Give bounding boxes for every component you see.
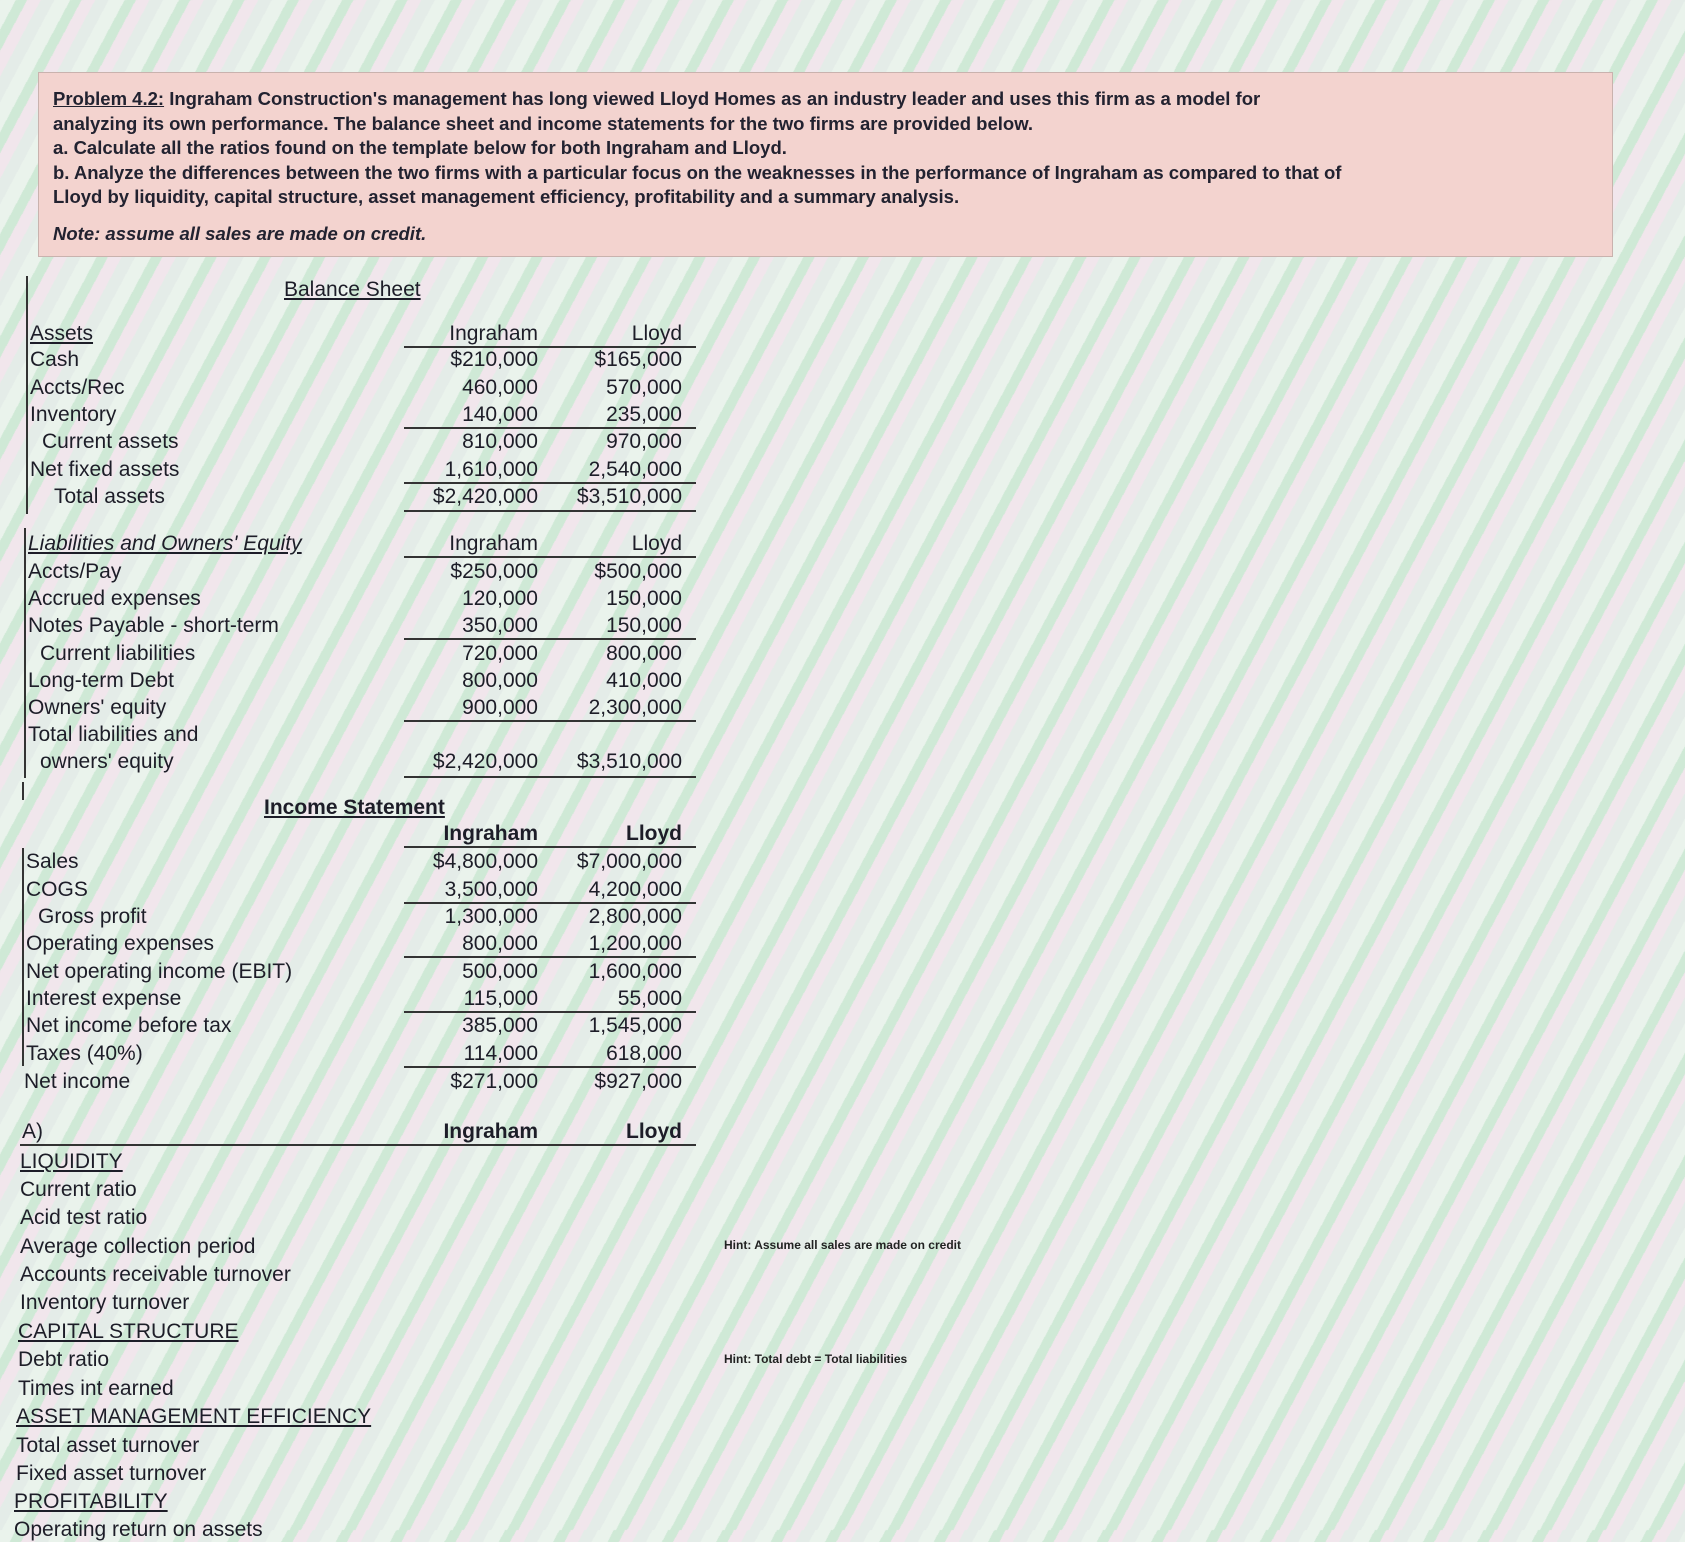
assets-header: Assets: [30, 322, 94, 345]
capital-structure-header: CAPITAL STRUCTURE: [18, 1320, 239, 1343]
income-lloyd-cogs: 4,200,000: [588, 878, 682, 901]
total-liab-lloyd: $3,510,000: [576, 750, 682, 773]
liab-col-ingraham-header: Ingraham: [449, 532, 538, 555]
liab-label-accrued: Accrued expenses: [28, 587, 201, 610]
income-ingraham-opex: 800,000: [462, 932, 538, 955]
asset-lloyd-cash: $165,000: [594, 348, 682, 371]
income-ingraham-taxes: 114,000: [463, 1042, 538, 1065]
income-label-ebt: Net income before tax: [26, 1014, 232, 1037]
income-lloyd-opex: 1,200,000: [588, 932, 682, 955]
problem-line-1-text: Ingraham Construction's management has long viewed Lloyd Homes as an industry leader and uses this firm as a model for: [169, 88, 1261, 109]
liab-ingraham-notes: 350,000: [462, 614, 538, 637]
hint-debt: Hint: Total debt = Total liabilities: [724, 1352, 908, 1366]
liab-label-ltd: Long-term Debt: [28, 669, 174, 692]
income-lloyd-sales: $7,000,000: [576, 850, 682, 873]
ratio-current: Current ratio: [20, 1178, 137, 1201]
problem-line-5: Lloyd by liquidity, capital structure, asset management efficiency, profitability and a summary analysis.: [53, 186, 960, 207]
income-top-marker: [22, 782, 24, 800]
asset-label-total: Total assets: [54, 485, 165, 508]
asset-label-current: Current assets: [42, 430, 179, 453]
liab-lloyd-current: 800,000: [606, 642, 682, 665]
problem-label: Problem 4.2:: [53, 88, 165, 109]
asset-lloyd-inventory: 235,000: [606, 403, 682, 426]
total-liab-underline: [404, 776, 696, 778]
asset-ingraham-cash: $210,000: [450, 348, 538, 371]
ratio-operating-return: Operating return on assets: [14, 1518, 263, 1541]
col-lloyd-header: Lloyd: [631, 322, 682, 345]
ratio-inventory-turnover: Inventory turnover: [20, 1291, 190, 1314]
ratio-fixed-asset-turnover: Fixed asset turnover: [16, 1462, 207, 1485]
income-col-lloyd-header: Lloyd: [626, 822, 682, 845]
ebit-rule: [404, 956, 696, 958]
liab-col-lloyd-header: Lloyd: [631, 532, 682, 555]
ratio-ar-turnover: Accounts receivable turnover: [20, 1263, 291, 1286]
total-liab-label-2: owners' equity: [40, 750, 174, 773]
equity-rule: [404, 720, 696, 722]
income-lloyd-net: $927,000: [594, 1070, 682, 1093]
problem-note: Note: assume all sales are made on credit.: [53, 222, 427, 244]
income-left-border: [22, 848, 24, 1066]
income-label-sales: Sales: [26, 850, 79, 873]
problem-line-4: b. Analyze the differences between the two firms with a particular focus on the weaknesses in the performance of Ingraham as compared to that of: [53, 161, 1342, 183]
income-statement-title: Income Statement: [264, 796, 445, 819]
total-liab-ingraham: $2,420,000: [432, 750, 538, 773]
liabilities-header-rule: [404, 556, 696, 558]
asset-ingraham-fixed: 1,610,000: [444, 458, 538, 481]
income-label-cogs: COGS: [26, 878, 88, 901]
liab-label-equity: Owners' equity: [28, 696, 167, 719]
liab-lloyd-ltd: 410,000: [606, 669, 682, 692]
liab-lloyd-notes: 150,000: [606, 614, 682, 637]
ratio-header-rule: [20, 1144, 696, 1146]
income-lloyd-ebt: 1,545,000: [588, 1014, 682, 1037]
profitability-header: PROFITABILITY: [14, 1490, 168, 1513]
income-ingraham-net: $271,000: [450, 1070, 538, 1093]
col-ingraham-header: Ingraham: [449, 322, 538, 345]
ratio-total-asset-turnover: Total asset turnover: [16, 1434, 200, 1457]
liab-ingraham-ltd: 800,000: [462, 669, 538, 692]
liab-lloyd-ap: $500,000: [594, 560, 682, 583]
income-label-gross: Gross profit: [38, 905, 147, 928]
hint-credit: Hint: Assume all sales are made on credit: [724, 1238, 961, 1252]
asset-ingraham-ar: 460,000: [462, 376, 538, 399]
income-label-interest: Interest expense: [26, 987, 182, 1010]
ebt-rule: [404, 1011, 696, 1013]
total-assets-rule: [404, 482, 696, 484]
income-col-ingraham-header: Ingraham: [443, 822, 538, 845]
asset-lloyd-total: $3,510,000: [576, 485, 682, 508]
income-label-taxes: Taxes (40%): [26, 1042, 143, 1065]
income-label-opex: Operating expenses: [26, 932, 214, 955]
income-ingraham-cogs: 3,500,000: [444, 878, 538, 901]
asset-label-cash: Cash: [30, 348, 80, 371]
liquidity-header: LIQUIDITY: [20, 1150, 123, 1173]
asset-ingraham-inventory: 140,000: [462, 403, 538, 426]
liab-label-current: Current liabilities: [40, 642, 196, 665]
asset-ingraham-current: 810,000: [462, 430, 538, 453]
balance-sheet-title: Balance Sheet: [284, 278, 421, 301]
problem-line-3: a. Calculate all the ratios found on the template below for both Ingraham and Lloyd.: [53, 137, 787, 158]
ratio-avg-collection: Average collection period: [20, 1235, 256, 1258]
income-lloyd-ebit: 1,600,000: [588, 960, 682, 983]
ratio-debt: Debt ratio: [18, 1348, 110, 1371]
income-ingraham-ebt: 385,000: [462, 1014, 538, 1037]
total-liab-label-1: Total liabilities and: [28, 723, 199, 746]
asset-ingraham-total: $2,420,000: [432, 485, 538, 508]
liab-ingraham-ap: $250,000: [450, 560, 538, 583]
balance-sheet-left-border: [26, 276, 28, 514]
income-header-rule: [404, 846, 696, 848]
current-assets-rule: [404, 427, 696, 429]
liab-ingraham-equity: 900,000: [462, 696, 538, 719]
ratio-times-interest: Times int earned: [18, 1377, 174, 1400]
income-lloyd-gross: 2,800,000: [588, 905, 682, 928]
part-a-label: A): [22, 1120, 43, 1143]
asset-label-inventory: Inventory: [30, 403, 117, 426]
income-ingraham-gross: 1,300,000: [444, 905, 538, 928]
asset-label-fixed: Net fixed assets: [30, 458, 180, 481]
liab-ingraham-accrued: 120,000: [462, 587, 538, 610]
income-ingraham-sales: $4,800,000: [432, 850, 538, 873]
income-ingraham-ebit: 500,000: [462, 960, 538, 983]
asset-label-ar: Accts/Rec: [30, 376, 125, 399]
ratio-col-lloyd-header: Lloyd: [626, 1120, 682, 1143]
liab-lloyd-accrued: 150,000: [606, 587, 682, 610]
income-label-ebit: Net operating income (EBIT): [26, 960, 293, 983]
problem-line-2: analyzing its own performance. The balance sheet and income statements for the two firms are provided below.: [53, 112, 1034, 134]
asset-management-header: ASSET MANAGEMENT EFFICIENCY: [16, 1405, 372, 1428]
current-liabilities-rule: [404, 638, 696, 640]
liab-ingraham-current: 720,000: [462, 642, 538, 665]
income-lloyd-interest: 55,000: [617, 987, 682, 1010]
income-label-net: Net income: [24, 1070, 131, 1093]
liab-label-notes: Notes Payable - short-term: [28, 614, 279, 637]
ratio-acid-test: Acid test ratio: [20, 1206, 148, 1229]
net-income-rule: [404, 1066, 696, 1068]
liab-lloyd-equity: 2,300,000: [588, 696, 682, 719]
liabilities-left-border: [24, 528, 26, 778]
liab-label-ap: Accts/Pay: [28, 560, 122, 583]
total-assets-underline: [404, 510, 696, 512]
liabilities-header: Liabilities and Owners' Equity: [28, 532, 302, 555]
income-ingraham-interest: 115,000: [463, 987, 538, 1010]
asset-lloyd-current: 970,000: [606, 430, 682, 453]
asset-lloyd-ar: 570,000: [606, 376, 682, 399]
gross-profit-rule: [404, 902, 696, 904]
income-lloyd-taxes: 618,000: [606, 1042, 682, 1065]
ratio-col-ingraham-header: Ingraham: [443, 1120, 538, 1143]
asset-lloyd-fixed: 2,540,000: [588, 458, 682, 481]
